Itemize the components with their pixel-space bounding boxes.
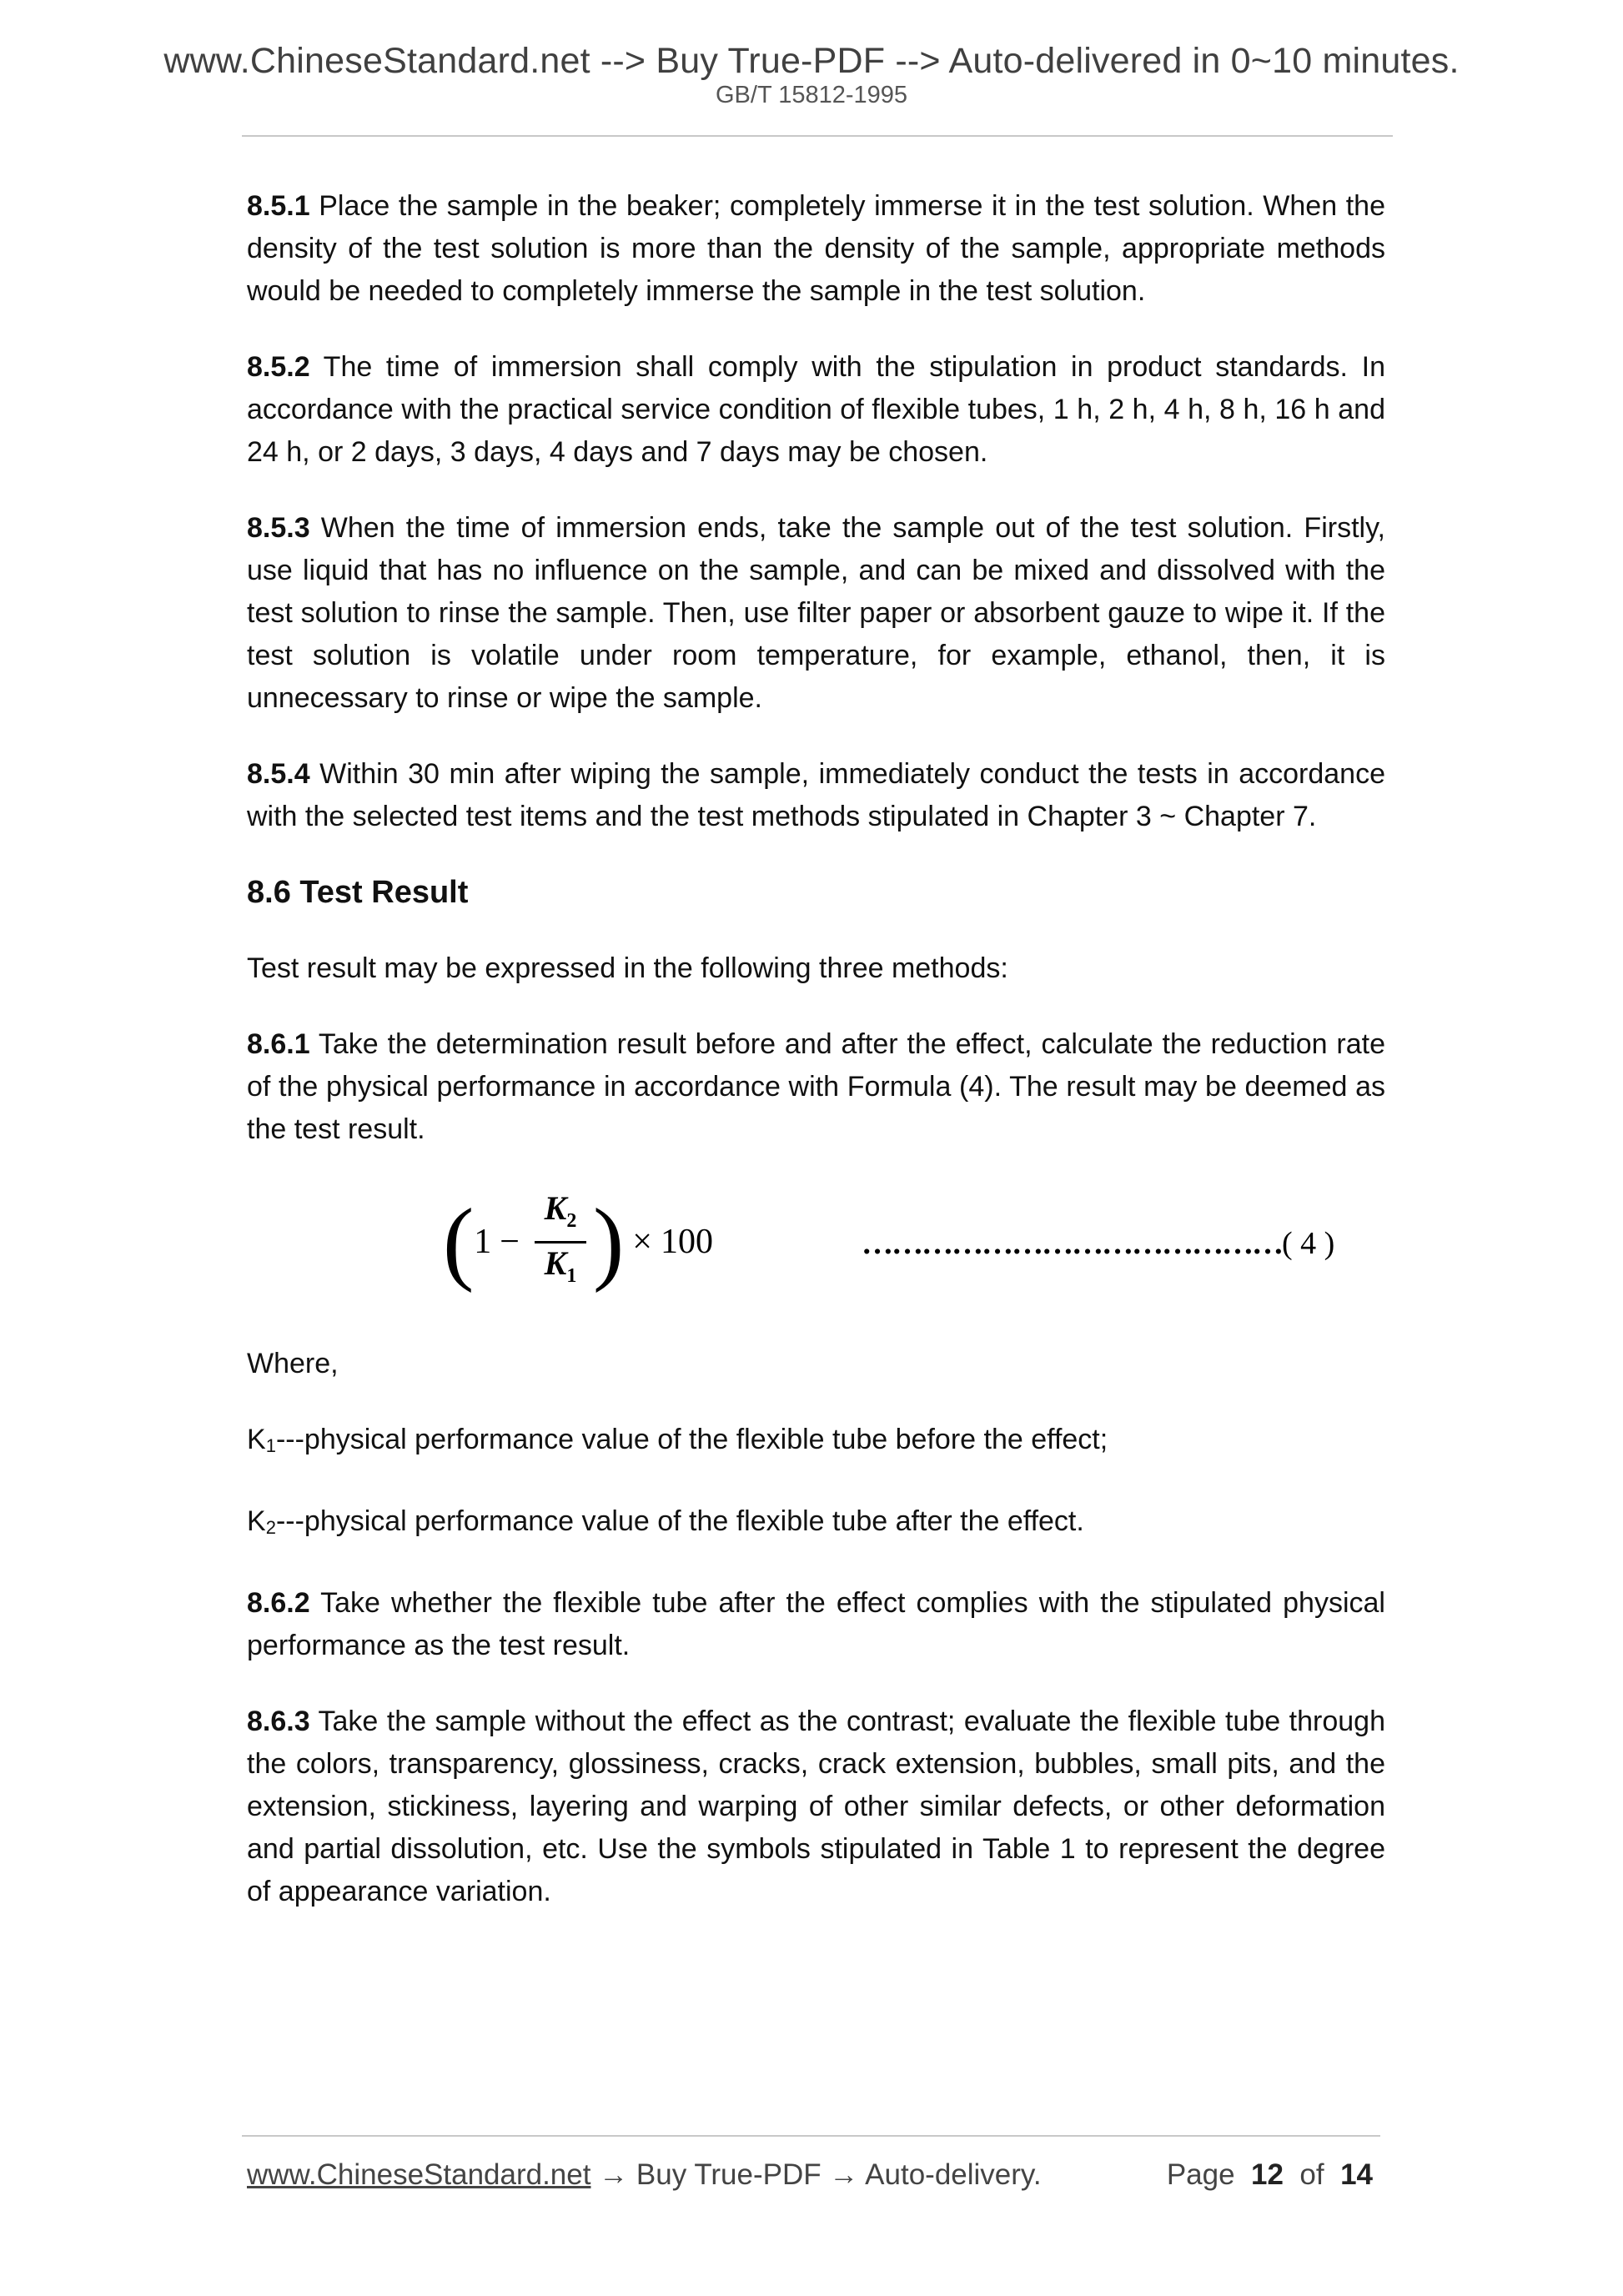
paragraph-8-6-3 (247, 1701, 1385, 1913)
page-footer (247, 2158, 1373, 2192)
clause-number: 8.5.4 (247, 758, 310, 790)
leader-dots: …………………………………… (862, 1226, 1282, 1261)
site-banner: www.ChineseStandard.net --> Buy True-PDF --> Auto-delivered in 0~10 minutes. (163, 41, 1460, 81)
page-indicator (1167, 2158, 1373, 2192)
definition-k1 (247, 1419, 1385, 1467)
fraction-denominator (545, 1245, 577, 1294)
header-divider (242, 135, 1393, 137)
fraction-bar (535, 1241, 586, 1243)
footer-tagline: → Buy True-PDF → Auto-delivery. (590, 2158, 1042, 2191)
clause-text: Take whether the flexible tube after the effect complies with the stipulated physical performance as the test result. (247, 1587, 1385, 1661)
clause-text: When the time of immersion ends, take the sample out of the test solution. Firstly, use liquid that has no influence on the sample, and can be mixed and dissolved with the test solution to rinse the sample. Then, use filter paper or absorbent gauze to wipe it. If the test solution is volatile under room temperature, for example, ethanol, then, it is unnecessary to rinse or wipe the sample. (247, 512, 1385, 714)
definition-k2 (247, 1500, 1385, 1549)
footer-site-link[interactable]: www.ChineseStandard.net (247, 2158, 591, 2191)
document-code: GB/T 15812-1995 (715, 82, 908, 108)
section-intro: Test result may be expressed in the following three methods: (247, 952, 1008, 984)
k1-subscript: 1 (265, 1435, 276, 1456)
paragraph-8-6-1 (247, 1023, 1385, 1151)
k1-text: ---physical performance value of the flexible tube before the effect; (275, 1424, 1108, 1455)
clause-number: 8.5.1 (247, 190, 310, 222)
paragraph-8-5-3 (247, 507, 1385, 720)
clause-text: The time of immersion shall comply with the stipulation in product standards. In accordance with the practical service condition of flexible tubes, 1 h, 2 h, 4 h, 8 h, 16 h and 24 h, or 2 days, 3 days, 4 days and 7 days may be chosen. (247, 351, 1385, 468)
paragraph-8-5-4 (247, 753, 1385, 838)
section-heading-8-6: 8.6 Test Result (247, 875, 469, 910)
clause-text: Within 30 min after wiping the sample, immediately conduct the tests in accordance with the selected test items and the test methods stipulated in Chapter 3 ~ Chapter 7. (247, 758, 1385, 832)
k1-symbol: K (247, 1424, 266, 1455)
right-paren: ) (592, 1190, 625, 1294)
paragraph-8-6-2 (247, 1582, 1385, 1667)
k2-subscript: 2 (265, 1517, 276, 1538)
document-body (247, 185, 1385, 1947)
k2-text: ---physical performance value of the flexible tube after the effect. (275, 1505, 1084, 1537)
clause-number: 8.6.3 (247, 1706, 310, 1737)
clause-text: Place the sample in the beaker; completely immerse it in the test solution. When the density of the test solution is more than the density of the sample, appropriate methods would be needed to completely immerse the sample in the test solution. (247, 190, 1385, 307)
k2-symbol: K (247, 1505, 266, 1537)
denominator-symbol: K (544, 1243, 567, 1282)
clause-number: 8.6.1 (247, 1028, 310, 1060)
formula-one: 1 (474, 1222, 492, 1261)
page-label: Page (1166, 2158, 1235, 2191)
footer-divider (242, 2135, 1380, 2137)
formula-hundred: 100 (660, 1222, 713, 1261)
formula-expression (443, 1188, 713, 1296)
formula-reference (862, 1223, 1334, 1265)
paragraph-8-5-2 (247, 346, 1385, 474)
left-paren: ( (443, 1190, 475, 1294)
clause-text: Take the determination result before and after the effect, calculate the reduction rate of the physical performance in accordance with Formula (4). The result may be deemed as the test result. (247, 1028, 1385, 1145)
denominator-subscript: 1 (566, 1264, 577, 1287)
clause-text: Take the sample without the effect as the contrast; evaluate the flexible tube through the colors, transparency, glossiness, cracks, crack extension, bubbles, small pits, and the extension, stickiness, layering and warping of other similar defects, or other deformation and partial dissolution, etc. Use the symbols stipulated in Table 1 to represent the degree of appearance variation. (247, 1706, 1385, 1907)
formula-times: × (632, 1222, 652, 1261)
formula-4 (247, 1184, 1385, 1309)
page-total: 14 (1340, 2158, 1373, 2191)
clause-number: 8.6.2 (247, 1587, 310, 1619)
clause-number: 8.5.2 (247, 351, 310, 383)
numerator-subscript: 2 (566, 1209, 577, 1232)
numerator-symbol: K (544, 1188, 567, 1227)
of-label: of (1299, 2158, 1324, 2191)
formula-minus: − (500, 1222, 520, 1261)
where-label: Where, (247, 1348, 339, 1379)
formula-fraction (535, 1190, 586, 1294)
formula-number: ( 4 ) (1282, 1226, 1335, 1261)
fraction-numerator (545, 1190, 577, 1239)
clause-number: 8.5.3 (247, 512, 310, 544)
page-number: 12 (1251, 2158, 1284, 2191)
paragraph-8-5-1 (247, 185, 1385, 313)
